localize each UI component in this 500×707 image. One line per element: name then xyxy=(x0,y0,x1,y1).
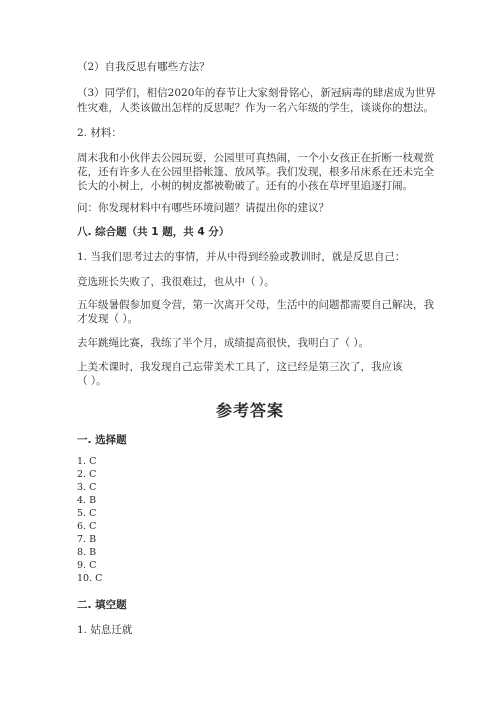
question-3-line-2: 性灾难，人类该做出怎样的反思呢？作为一名六年级的学生，谈谈你的想法。 xyxy=(77,102,434,114)
material-line-1: 周末我和小伙伴去公园玩耍，公园里可真热闹，一个小女孩正在折断一枝观赏 xyxy=(77,152,434,164)
answer-item: 7. B xyxy=(77,534,97,545)
material-line-3: 长大的小树上，小树的树皮都被勒破了。还有的小孩在草坪里追逐打闹。 xyxy=(77,180,413,192)
answer-item: 9. C xyxy=(77,560,97,571)
answer-key-title: 参考答案 xyxy=(215,401,284,420)
reflection-item-4-line-2: （ ）。 xyxy=(77,375,107,387)
answer-section-2-heading: 二. 填空题 xyxy=(77,599,127,611)
answer-item: 4. B xyxy=(77,495,97,506)
section-8-question-1: 1. 当我们思考过去的事情，并从中得到经验或教训时，就是反思自己： xyxy=(77,251,406,263)
reflection-item-1: 竞选班长失败了，我很难过，也从中（ ）。 xyxy=(77,276,275,288)
question-2-text: （2）自我反思有哪些方法？ xyxy=(77,61,210,73)
question-3-line-1: （3）同学们，相信2020年的春节让大家刻骨铭心，新冠病毒的肆虐成为世界 xyxy=(77,87,436,99)
material-heading: 2. 材料： xyxy=(77,127,122,139)
answer-item: 8. B xyxy=(77,547,97,558)
answer-item: 3. C xyxy=(77,482,97,493)
reflection-item-2-line-1: 五年级暑假参加夏令营，第一次离开父母，生活中的问题都需要自己解决，我 xyxy=(77,299,434,311)
answer-item: 6. C xyxy=(77,521,97,532)
reflection-item-4-line-1: 上美术课时，我发现自己忘带美术工具了，这已经是第三次了，我应该 xyxy=(77,361,403,373)
material-question: 问：你发现材料中有哪些环境问题？请提出你的建议？ xyxy=(77,202,329,214)
answer-item: 2. C xyxy=(77,469,97,480)
reflection-item-2-line-2: 才发现（ ）。 xyxy=(77,313,139,325)
section-8-heading: 八. 综合题（共 1 题，共 4 分） xyxy=(77,226,230,238)
reflection-item-3: 去年跳绳比赛，我练了半个月，成绩提高很快，我明白了（ ）。 xyxy=(77,337,370,349)
material-line-2: 花，还有许多人在公园里搭帐篷、放风筝。我们发现，根多吊床系在还未完全 xyxy=(77,166,434,178)
answer-item: 10. C xyxy=(77,573,103,584)
answer-section-1-heading: 一. 选择题 xyxy=(77,434,127,446)
answer-item: 5. C xyxy=(77,508,97,519)
answer-item: 1. C xyxy=(77,456,97,467)
fill-answer-1: 1. 姑息迁就 xyxy=(77,624,133,636)
